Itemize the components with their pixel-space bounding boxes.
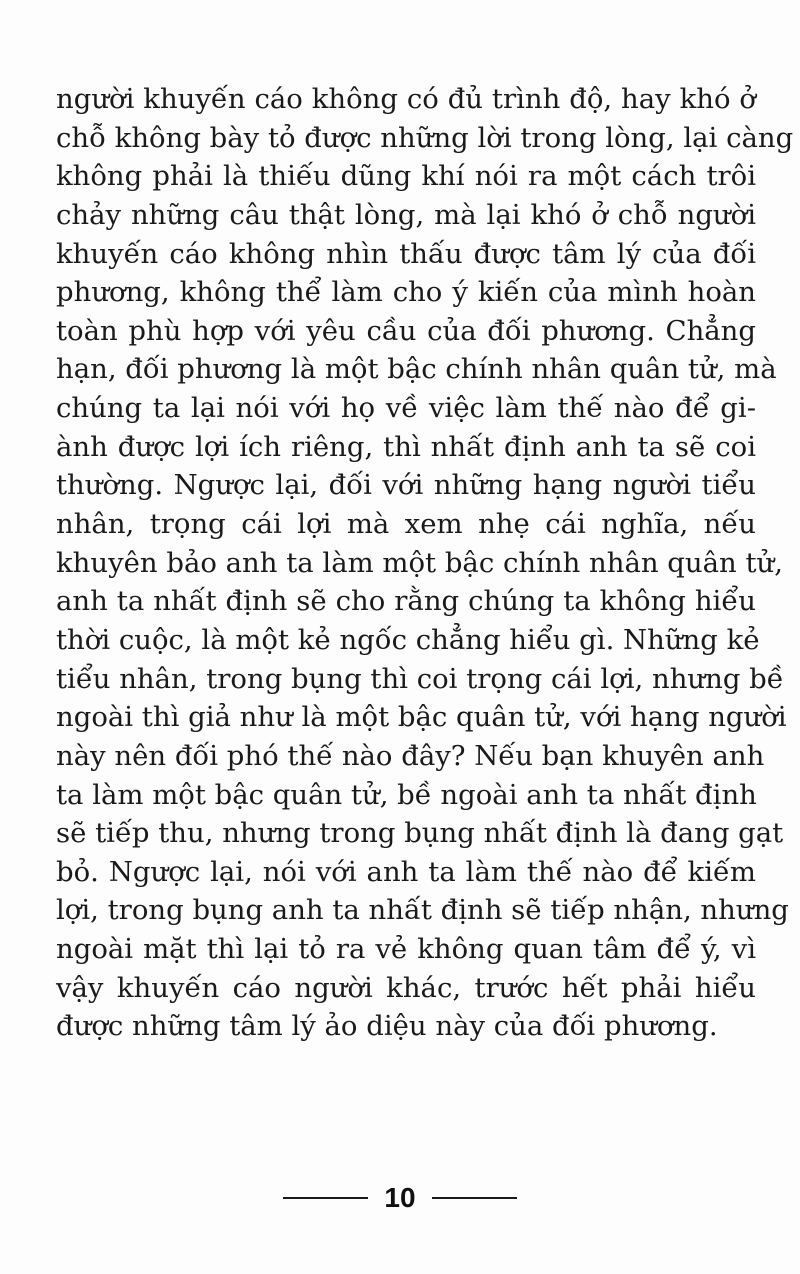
text-line: chúng ta lại nói với họ về việc làm thế nào để gi- xyxy=(56,392,756,425)
text-line: sẽ tiếp thu, nhưng trong bụng nhất định là đang gạt xyxy=(56,817,784,850)
text-line: thường. Ngược lại, đối với những hạng người tiểu xyxy=(56,469,756,502)
text-line: bỏ. Ngược lại, nói với anh ta làm thế nào để kiếm xyxy=(56,855,756,888)
text-line: người khuyến cáo không có đủ trình độ, hay khó ở xyxy=(56,83,756,115)
page-number: 10 xyxy=(384,1182,416,1213)
footer-rule-left xyxy=(283,1197,368,1199)
footer-rule-right xyxy=(432,1197,517,1199)
text-line: ngoài thì giả như là một bậc quân tử, với hạng người xyxy=(56,701,787,734)
text-line: hạn, đối phương là một bậc chính nhân quân tử, mà xyxy=(56,353,777,386)
text-line: nhân, trọng cái lợi mà xem nhẹ cái nghĩa, nếu xyxy=(56,508,756,541)
text-line: phương, không thể làm cho ý kiến của mình hoàn xyxy=(56,276,756,309)
text-line: khuyến cáo không nhìn thấu được tâm lý của đối xyxy=(56,237,756,270)
text-line: toàn phù hợp với yêu cầu của đối phương. Chẳng xyxy=(56,314,756,347)
text-line: thời cuộc, là một kẻ ngốc chẳng hiểu gì. Những kẻ xyxy=(56,623,760,656)
text-line: tiểu nhân, trong bụng thì coi trọng cái lợi, nhưng bề xyxy=(56,662,784,695)
text-line: khuyên bảo anh ta làm một bậc chính nhân quân tử, xyxy=(56,546,783,579)
text-line: lợi, trong bụng anh ta nhất định sẽ tiếp nhận, nhưng xyxy=(56,894,789,927)
text-line: anh ta nhất định sẽ cho rằng chúng ta không hiểu xyxy=(56,585,756,618)
text-line: này nên đối phó thế nào đây? Nếu bạn khuyên anh xyxy=(56,739,765,772)
body-text xyxy=(56,80,794,1046)
text-line-last: được những tâm lý ảo diệu này của đối phương. xyxy=(56,1010,718,1043)
text-line: ta làm một bậc quân tử, bề ngoài anh ta nhất định xyxy=(56,778,757,811)
text-line: chỗ không bày tỏ được những lời trong lòng, lại càng xyxy=(56,121,794,154)
text-line: ành được lợi ích riêng, thì nhất định anh ta sẽ coi xyxy=(56,430,756,463)
text-line: vậy khuyến cáo người khác, trước hết phải hiểu xyxy=(56,971,756,1004)
text-line: không phải là thiếu dũng khí nói ra một cách trôi xyxy=(56,160,756,193)
text-line: ngoài mặt thì lại tỏ ra vẻ không quan tâm để ý, vì xyxy=(56,933,756,966)
text-line: chảy những câu thật lòng, mà lại khó ở chỗ người xyxy=(56,198,756,231)
page-footer xyxy=(0,1178,800,1218)
